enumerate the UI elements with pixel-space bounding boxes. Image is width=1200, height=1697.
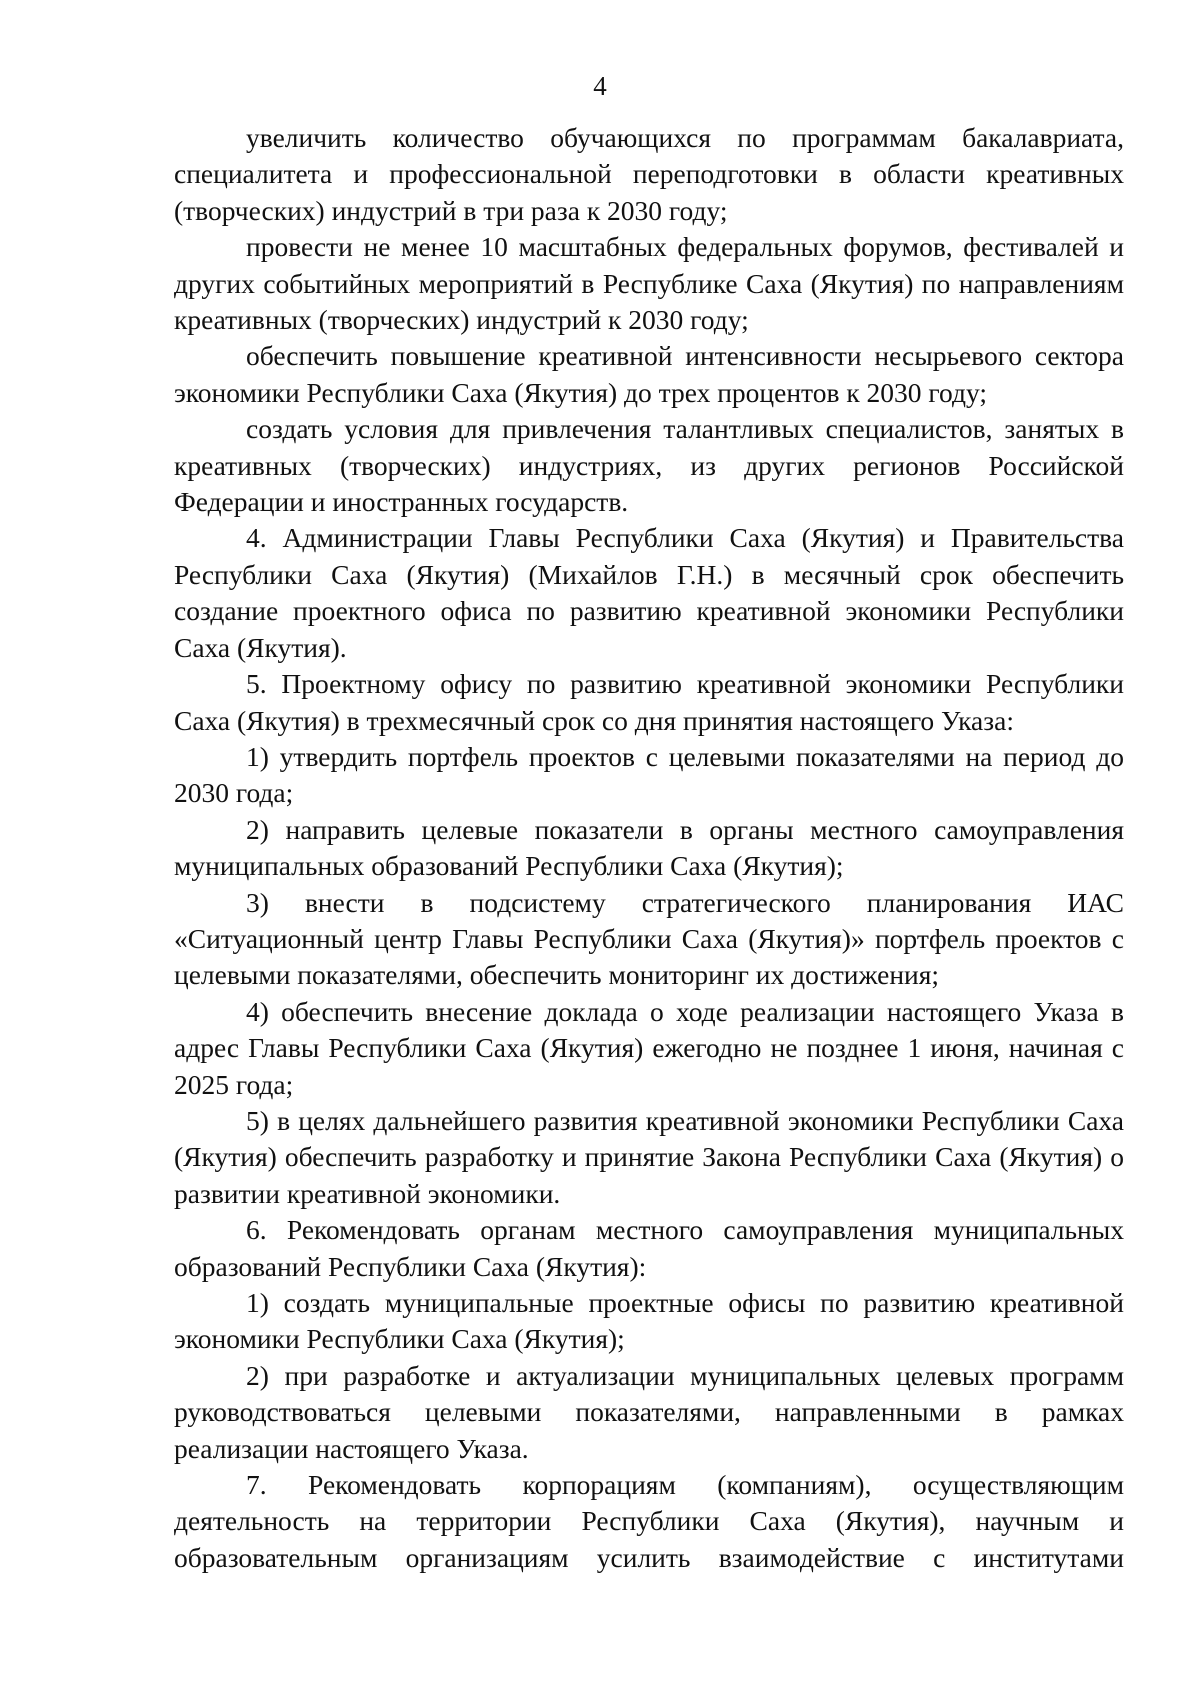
- page-number: 4: [593, 71, 607, 101]
- paragraph: 1) создать муниципальные проектные офисы по развитию креативной экономики Республики Саха (Якутия);: [174, 1287, 1124, 1355]
- paragraph: 7. Рекомендовать корпорациям (компаниям), осуществляющим деятельность на территории Республики Саха (Якутия), научным и образовательным организациям усилить взаимодействие с институтами: [174, 1469, 1124, 1573]
- paragraph: увеличить количество обучающихся по программам бакалавриата, специалитета и профессиональной переподготовки в области креативных (творческих) индустрий в три раза к 2030 году;: [174, 122, 1124, 226]
- paragraph: обеспечить повышение креативной интенсивности несырьевого сектора экономики Республики Саха (Якутия) до трех процентов к 2030 году;: [174, 340, 1124, 408]
- paragraph: 1) утвердить портфель проектов с целевыми показателями на период до 2030 года;: [174, 740, 1124, 809]
- paragraph: 5) в целях дальнейшего развития креативной экономики Республики Саха (Якутия) обеспечить разработку и принятие Закона Республики Саха (Якутия) о развитии креативной экономики.: [174, 1104, 1124, 1209]
- paragraph: 2) при разработке и актуализации муниципальных целевых программ руководствоваться целевыми показателями, направленными в рамках реализации настоящего Указа.: [174, 1359, 1124, 1464]
- document-body: [174, 120, 1124, 1576]
- paragraph: создать условия для привлечения талантливых специалистов, занятых в креативных (творческих) индустриях, из других регионов Российской Федерации и иностранных государств.: [174, 413, 1124, 518]
- paragraph: 5. Проектному офису по развитию креативной экономики Республики Саха (Якутия) в трехмесячный срок со дня принятия настоящего Указа:: [174, 668, 1124, 736]
- paragraph: 3) внести в подсистему стратегического планирования ИАС «Ситуационный центр Главы Республики Саха (Якутия)» портфель проектов с целевыми показателями, обеспечить мониторинг их достижения;: [174, 886, 1124, 991]
- paragraph: 2) направить целевые показатели в органы местного самоуправления муниципальных образований Республики Саха (Якутия);: [174, 813, 1124, 882]
- paragraph: 4. Администрации Главы Республики Саха (Якутия) и Правительства Республики Саха (Якутия) (Михайлов Г.Н.) в месячный срок обеспечить создание проектного офиса по развитию креативной экономики Республики Саха (Якутия).: [174, 522, 1124, 663]
- paragraph: 4) обеспечить внесение доклада о ходе реализации настоящего Указа в адрес Главы Республики Саха (Якутия) ежегодно не позднее 1 июня, начиная с 2025 года;: [174, 995, 1124, 1100]
- paragraph: 6. Рекомендовать органам местного самоуправления муниципальных образований Республики Саха (Якутия):: [174, 1214, 1124, 1282]
- paragraph: провести не менее 10 масштабных федеральных форумов, фестивалей и других событийных мероприятий в Республике Саха (Якутия) по направлениям креативных (творческих) индустрий к 2030 году;: [174, 231, 1124, 336]
